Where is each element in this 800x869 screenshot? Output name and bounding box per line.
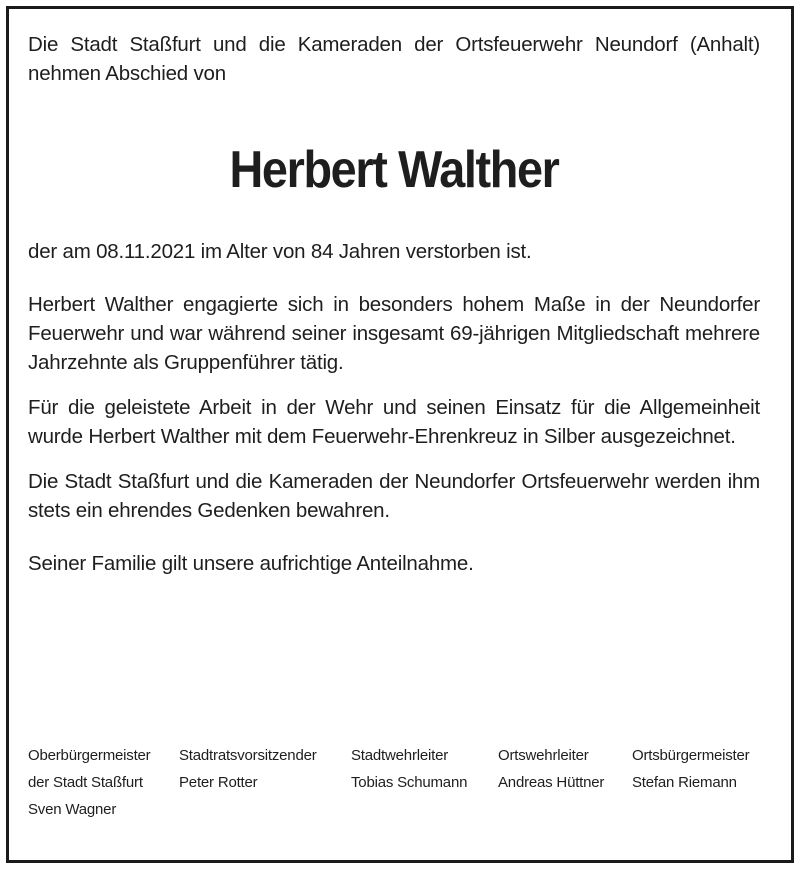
intro-text: Die Stadt Staßfurt und die Kameraden der Ortsfeuerwehr Neundorf (Anhalt) nehmen Abschied von bbox=[28, 33, 760, 85]
paragraph-condolence: Seiner Familie gilt unsere aufrichtige Anteilnahme. bbox=[28, 552, 474, 575]
signatory-title: Ortsbürgermeister bbox=[632, 747, 750, 764]
signatory-title: Ortswehrleiter bbox=[498, 747, 589, 764]
paragraph-engagement: Herbert Walther engagierte sich in besonders hohem Maße in der Neundorfer Feuerwehr und war während seiner insgesamt 69-jährigen Mitgliedschaft mehrere Jahrzehnte als Gruppenführer tätig. bbox=[28, 293, 760, 374]
paragraph-award: Für die geleistete Arbeit in der Wehr und seinen Einsatz für die Allgemeinheit wurde Herbert Walther mit dem Feuerwehr-Ehrenkreuz in Silber ausgezeichnet. bbox=[28, 396, 760, 448]
signatory-name: Sven Wagner bbox=[28, 801, 117, 818]
deceased-name: Herbert Walther bbox=[229, 141, 559, 199]
signatory-name: Stefan Riemann bbox=[632, 774, 737, 791]
signatory-council-chair bbox=[179, 742, 317, 796]
signatory-name: Tobias Schumann bbox=[351, 774, 468, 791]
signatory-title-line2: der Stadt Staßfurt bbox=[28, 774, 143, 791]
signatory-city-fire-chief bbox=[351, 742, 467, 796]
death-statement: der am 08.11.2021 im Alter von 84 Jahren verstorben ist. bbox=[28, 240, 532, 263]
signatory-title: Stadtratsvorsitzender bbox=[179, 747, 317, 764]
signatory-title: Oberbürgermeister bbox=[28, 747, 151, 764]
signatory-title: Stadtwehrleiter bbox=[351, 747, 449, 764]
signatory-mayor bbox=[28, 742, 150, 823]
signatory-name: Peter Rotter bbox=[179, 774, 258, 791]
signatory-local-fire-chief bbox=[498, 742, 604, 796]
signatory-local-mayor bbox=[632, 742, 749, 796]
notice-body bbox=[28, 30, 760, 578]
signatory-name: Andreas Hüttner bbox=[498, 774, 605, 791]
paragraph-remembrance: Die Stadt Staßfurt und die Kameraden der Neundorfer Ortsfeuerwehr werden ihm stets ein ehrendes Gedenken bewahren. bbox=[28, 470, 760, 522]
